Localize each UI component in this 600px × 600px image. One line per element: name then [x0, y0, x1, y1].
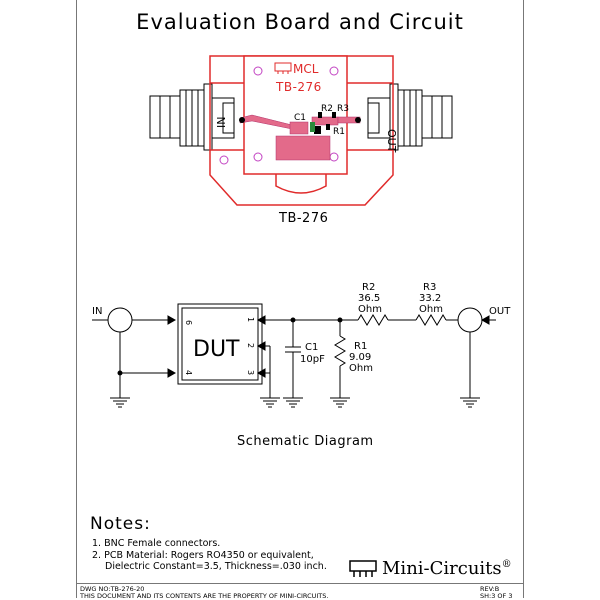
mini-circuits-logo-icon [346, 556, 380, 580]
board-c1-label: C1 [294, 113, 307, 123]
revision-label: REV:B [480, 585, 500, 593]
r3-value: 33.2 [419, 293, 442, 304]
brand-name-text: Mini-Circuits [382, 558, 502, 579]
c1-value: 10pF [300, 354, 325, 365]
page-title: Evaluation Board and Circuit [136, 10, 464, 34]
ground-dut [260, 398, 280, 407]
note-item: 1. BNC Female connectors. [92, 538, 221, 549]
note-item: Dielectric Constant=3.5, Thickness=.030 inch. [105, 561, 327, 572]
footer-disclaimer: THIS DOCUMENT AND ITS CONTENTS ARE THE PROPERTY OF MINI-CIRCUITS. [80, 592, 329, 600]
sheet-label: SH:3 OF 3 [480, 592, 513, 600]
pin-1-label: 1 [246, 317, 255, 323]
r2-unit: Ohm [358, 304, 382, 315]
brand-registered-mark: ® [501, 559, 512, 570]
schematic-out-label: OUT [489, 306, 511, 317]
r1-value: 9.09 [349, 352, 372, 363]
r1-resistor [330, 318, 350, 407]
dut-label: DUT [193, 337, 240, 362]
note-item: 2. PCB Material: Rogers RO4350 or equivalent, [92, 550, 314, 561]
pin-6-label: 6 [184, 320, 193, 326]
pin-4-label: 4 [184, 370, 193, 376]
r2-value: 36.5 [358, 293, 381, 304]
r3-resistor [416, 315, 458, 325]
board-in-label: IN [215, 116, 228, 128]
in-coax-symbol [92, 308, 132, 398]
c1-name: C1 [305, 342, 319, 353]
footer-divider [76, 583, 524, 584]
board-drawing [0, 0, 600, 230]
board-logo-text: MCL [293, 62, 319, 76]
out-coax-symbol [458, 308, 496, 407]
r2-name: R2 [362, 282, 376, 293]
board-out-label: OUT [385, 129, 398, 153]
r1-name: R1 [354, 341, 368, 352]
r3-unit: Ohm [419, 304, 443, 315]
r3-name: R3 [423, 282, 437, 293]
drawing-number: DWG NO:TB-276-20 [80, 585, 145, 593]
r1-unit: Ohm [349, 363, 373, 374]
pin-3-label: 3 [246, 370, 255, 376]
schematic-diagram [0, 270, 600, 420]
board-r3-label: R3 [337, 104, 349, 114]
schematic-caption: Schematic Diagram [237, 434, 374, 449]
brand-name [382, 558, 512, 579]
right-bnc-connector [368, 84, 452, 150]
schematic-in-label: IN [92, 306, 103, 317]
notes-title: Notes: [90, 514, 151, 534]
board-caption: TB-276 [279, 211, 329, 226]
board-r1-label: R1 [333, 127, 345, 137]
pin-2-label: 2 [246, 343, 255, 349]
board-r2-label: R2 [321, 104, 333, 114]
ground-in [110, 398, 130, 407]
r2-resistor [340, 315, 416, 325]
board-label: TB-276 [276, 80, 322, 94]
